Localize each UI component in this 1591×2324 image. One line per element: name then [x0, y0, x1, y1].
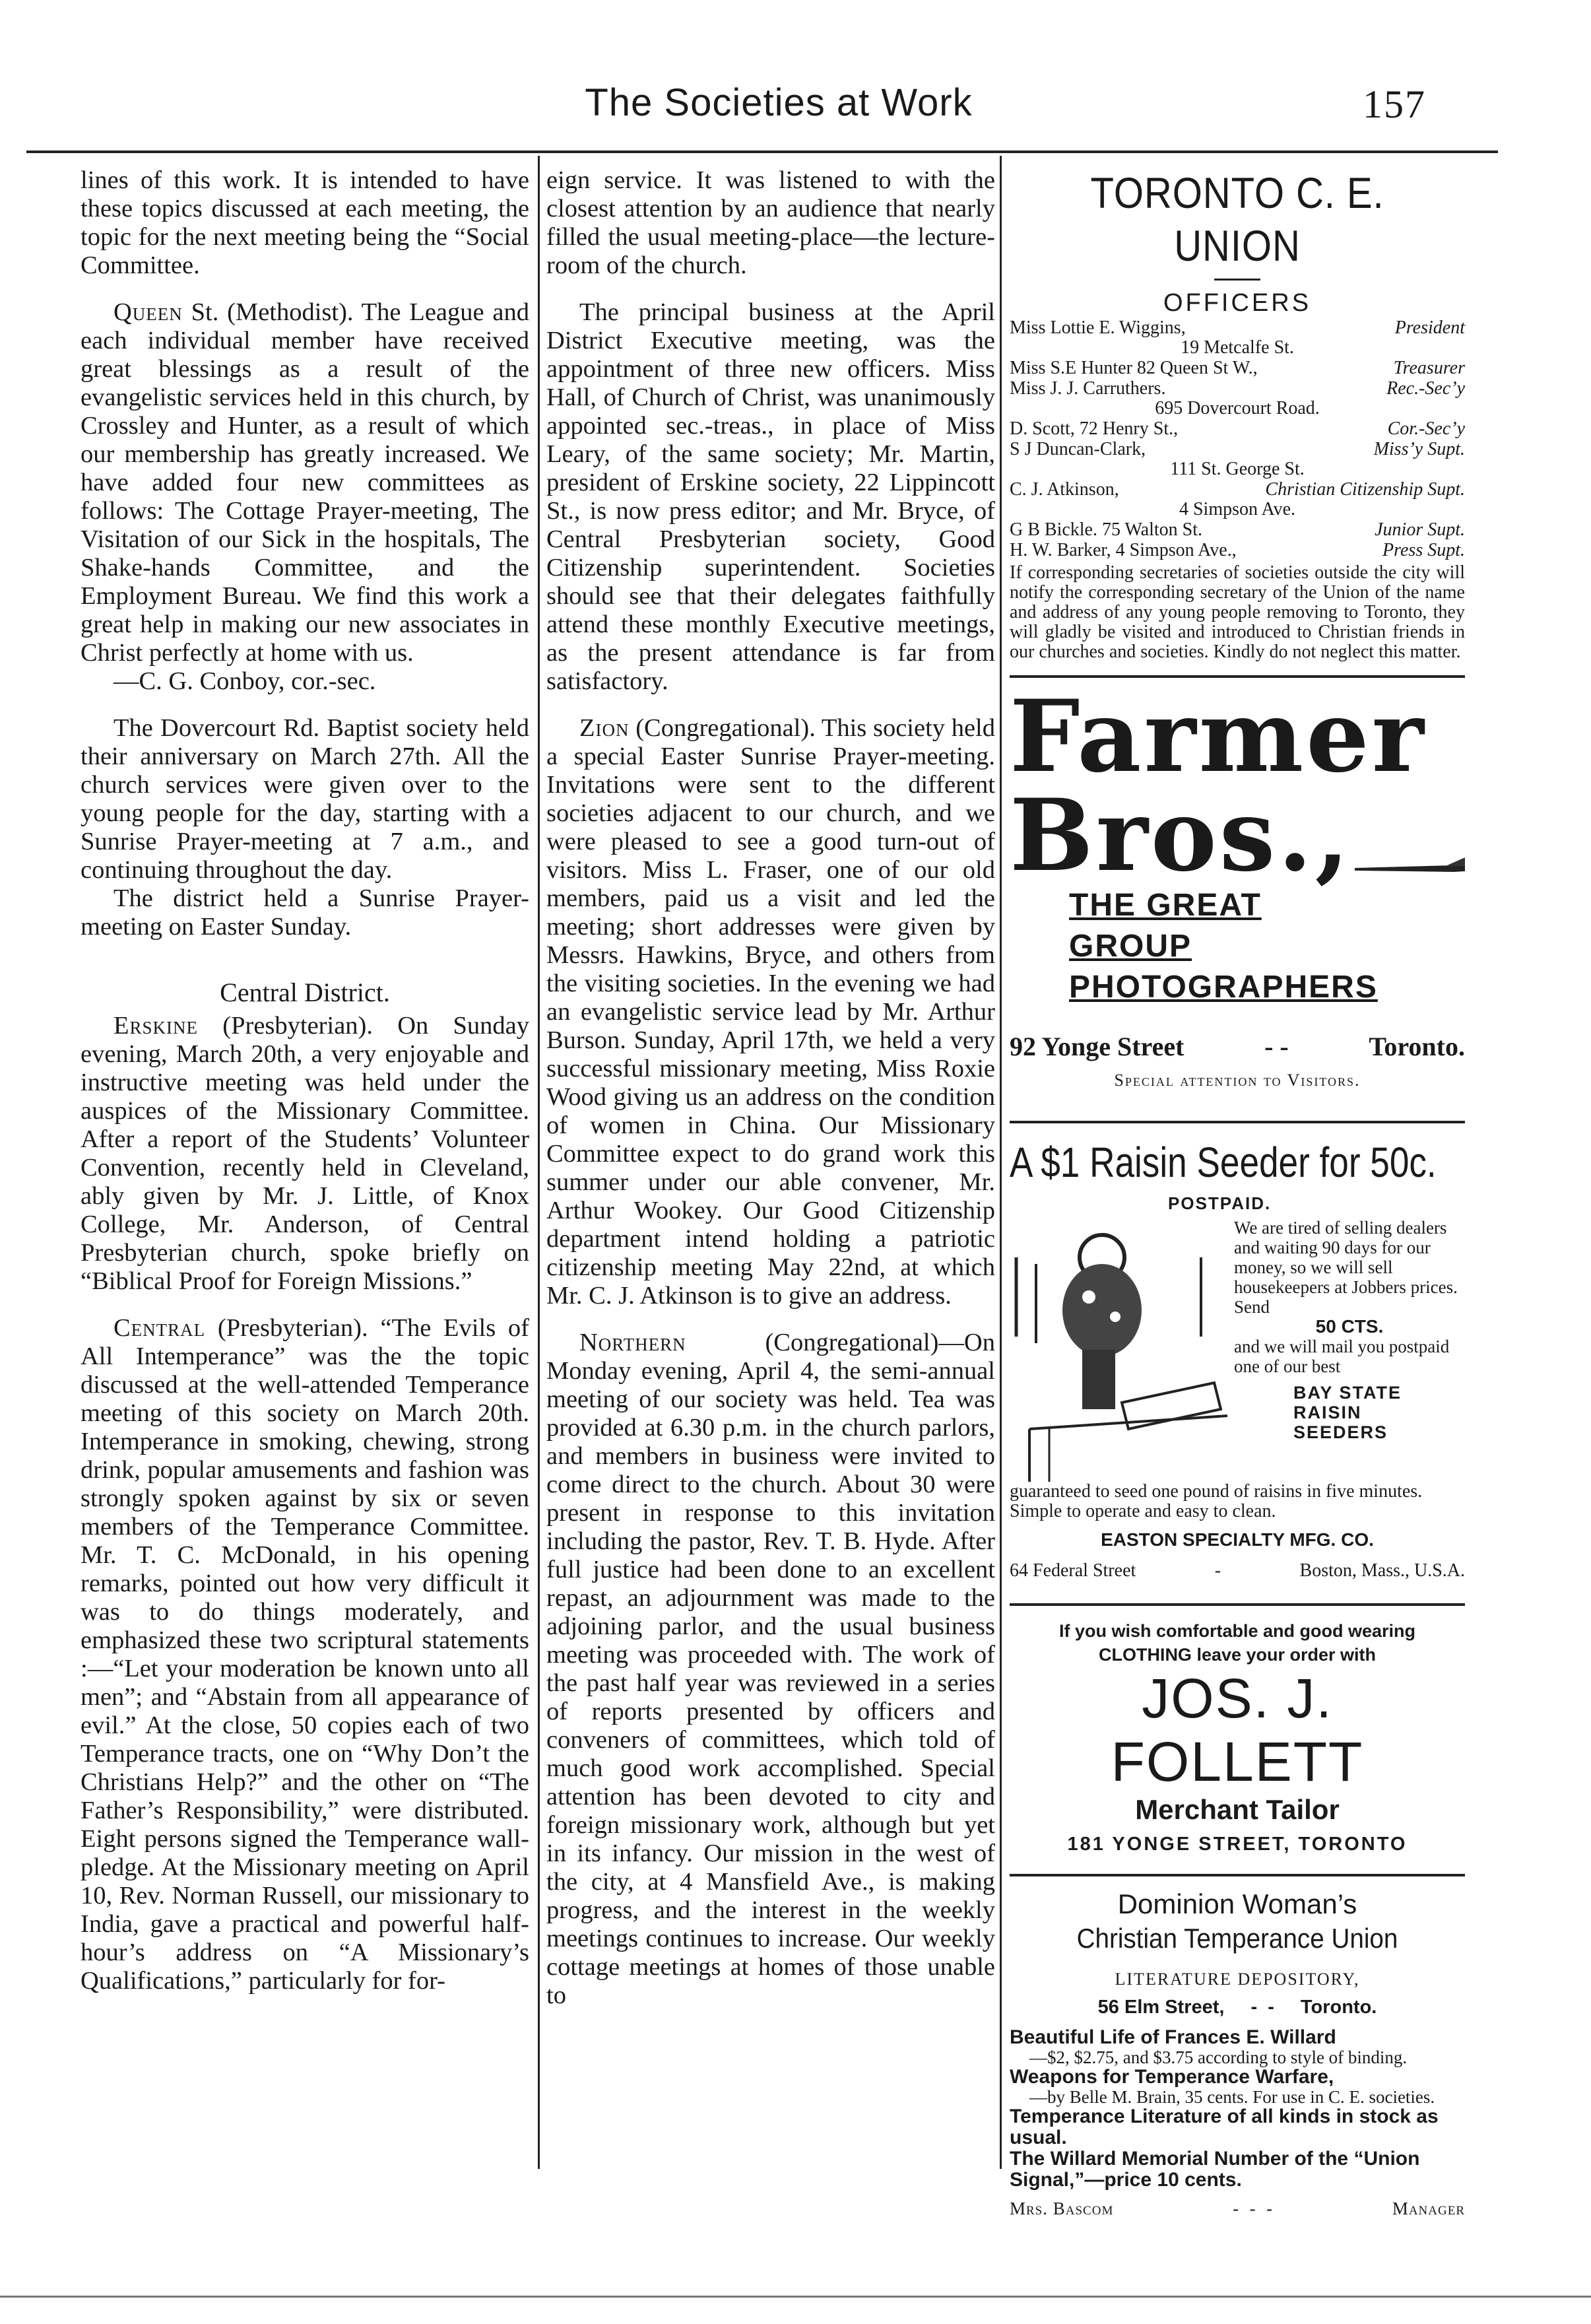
officer-row — [1010, 317, 1465, 338]
wctu-item-title: The Willard Memorial Number of the “Union Signal,”—price 10 cents. — [1010, 2148, 1420, 2191]
officer-address: 111 St. George St. — [1170, 459, 1305, 479]
follett-intro-1: If you wish comfortable and good wearing — [1058, 1621, 1416, 1641]
officer-address: 695 Dovercourt Road. — [1155, 398, 1320, 418]
officer-row — [1010, 378, 1465, 399]
officer-role: Rec.-Sec’y — [1386, 378, 1465, 399]
wctu-depot: LITERATURE DEPOSITORY, — [1115, 1970, 1360, 1989]
officer-row — [1010, 358, 1465, 378]
running-header: The Societies at Work — [585, 81, 973, 124]
officer-row — [1010, 540, 1465, 560]
follett-name: JOS. J. FOLLETT — [1111, 1667, 1364, 1793]
officer-name: Miss Lottie E. Wiggins, — [1010, 317, 1186, 338]
seeder-address-row — [1010, 1556, 1465, 1585]
officer-row — [1010, 439, 1465, 459]
wctu-footer — [1010, 2195, 1465, 2223]
advertisement-column — [1010, 166, 1465, 2223]
column-divider-1 — [538, 156, 540, 2169]
paragraph-text: (Presbyterian). On Sunday evening, March 20th, a very enjoyable and instructive meeting was held under the auspices of the Missionary Committee. After a report of the Students’ Volunteer Convention, recently held in Cleveland, ably given by Mr. J. Little, of Knox College, Mr. Anderson, of Central Presbyterian church, spoke briefly on “Biblical Proof for Foreign Missions.” — [81, 1012, 529, 1295]
union-title: TORONTO C. E. UNION — [1090, 168, 1384, 270]
society-name: Northern — [579, 1329, 686, 1356]
paragraph-central — [81, 1314, 529, 1995]
officers-heading: OFFICERS — [1163, 289, 1312, 317]
seeder-company: EASTON SPECIALTY MFG. CO. — [1101, 1529, 1374, 1550]
wctu-address-row — [1010, 1993, 1465, 2022]
seeder-postpaid: POSTPAID. — [1168, 1193, 1272, 1213]
divider — [1010, 1603, 1465, 1606]
seeder-dash: - — [1214, 1560, 1221, 1581]
seeder-city: Boston, Mass., U.S.A. — [1299, 1560, 1465, 1581]
divider — [1010, 675, 1465, 678]
article-column-1 — [81, 166, 529, 1995]
flourish-icon — [1355, 846, 1465, 872]
raisin-seeder-illustration-icon — [1010, 1218, 1227, 1482]
wctu-item-desc: —by Belle M. Brain, 35 cents. For use in C. E. societies. — [1029, 2087, 1435, 2107]
seeder-title: A $1 Raisin Seeder for 50c. — [1010, 1139, 1437, 1186]
tagline-2: GROUP — [1069, 929, 1192, 964]
paragraph-queen-st — [81, 298, 529, 667]
wctu-title-1: Dominion Woman’s — [1117, 1888, 1357, 1919]
wctu-item-title: Weapons for Temperance Warfare, — [1010, 2066, 1334, 2088]
wctu-footer-dashes: - - - — [1233, 2199, 1274, 2218]
officer-role: Christian Citizenship Supt. — [1265, 479, 1465, 500]
farmer-address-row — [1010, 1030, 1465, 1063]
signature: —C. G. Conboy, cor.-sec. — [114, 667, 376, 695]
officer-name: Miss S.E Hunter 82 Queen St W., — [1010, 358, 1258, 378]
paragraph-text: St. (Methodist). The League and each individual member have received great blessings as a result of the evangelistic services held in this church, by Crossley and Hunter, as a result of which our membership has greatly increased. We have added four new committees as follows: The Cottage Prayer-meeting, The Visitation of our Sick in the hospitals, The Shake-hands Committee, and the Employment Bureau. We find this work a great help in making our new associates in Christ perfectly at home with us. — [81, 298, 529, 667]
paragraph-text: (Presbyterian). “The Evils of All Intemperance” was the the topic discussed at the well-attended Temperance meeting of this society on March 20th. Intemperance in smoking, chewing, strong drink, popular amusements and fashion was strongly spoken against by six or seven members of the Temperance Committee. Mr. T. C. McDonald, in his opening remarks, pointed out how very difficult it was to do things moderately, and emphasized these two scriptural statements :—“Let your moderation be known unto all men”; and “Abstain from all appearance of evil.” At the close, 50 copies each of two Temperance tracts, one on “Why Don’t the Christians Help?” and the other on “The Father’s Responsibility,” were distributed. Eight persons signed the Temperance wall-pledge. At the Missionary meeting on April 10, Rev. Norman Russell, our missionary to India, gave a practical and powerful half-hour’s address on “A Missionary’s Qualifications,” particularly for for- — [81, 1314, 529, 1995]
seeder-price: 50 CTS. — [1315, 1316, 1384, 1337]
officer-name: C. J. Atkinson, — [1010, 479, 1119, 500]
wctu-item-desc: —$2, $2.75, and $3.75 according to style of binding. — [1029, 2047, 1408, 2067]
wctu-item-title: Beautiful Life of Frances E. Willard — [1010, 2026, 1336, 2048]
farmer-bros-ad — [1010, 679, 1465, 1094]
officer-name: D. Scott, 72 Henry St., — [1010, 418, 1179, 439]
society-name: Zion — [579, 714, 630, 742]
seeder-body — [1010, 1218, 1465, 1482]
page-number: 157 — [1363, 83, 1426, 126]
paragraph-executive: The principal business at the April District Executive meeting, was the appointment of three new officers. Miss Hall, of Church of Christ, was unanimously appointed sec.-treas., in place of Miss Leary, of the same society; Mr. Martin, president of Erskine society, 22 Lippincott St., is now press editor; and Mr. Bryce, of Central Presbyterian society, Good Citizenship superintendent. Societies should see that their delegates faithfully attend these monthly Executive meetings, as the present attendance is far from satisfactory. — [546, 298, 995, 695]
wctu-ad — [1010, 1887, 1465, 2223]
paragraph-text: (Congregational). This society held a special Easter Sunrise Prayer-meeting. Invitations were sent to the different societies adjacent to our church, and we were pleased to see a good turn-out of visitors. Miss L. Fraser, one of our old members, paid us a visit and led the meeting; short addresses were given by Messrs. Hawkins, Bryce, and others from the visiting societies. In the evening we had an evangelistic service lead by Mr. Arthur Burson. Sunday, April 17th, we held a very successful missionary meeting, Miss Roxie Wood giving us an address on the condition of women in China. Our Missionary Committee expect to do grand work this summer under our able convener, Mr. Arthur Wookey. Our Good Citizenship department intend holding a patriotic citizenship meeting May 22nd, at which Mr. C. J. Atkinson is to give an address. — [546, 714, 995, 1310]
officer-row — [1010, 479, 1465, 500]
wctu-dashes: - - — [1250, 1997, 1274, 2018]
officer-name: Miss J. J. Carruthers. — [1010, 378, 1166, 399]
farmer-bros-name-line2: Bros., — [1010, 778, 1352, 894]
officer-role: Treasurer — [1393, 358, 1465, 378]
seeder-copy — [1227, 1218, 1465, 1482]
follett-intro-2: CLOTHING leave your order with — [1098, 1645, 1377, 1665]
follett-trade: Merchant Tailor — [1135, 1794, 1340, 1825]
officer-row — [1010, 519, 1465, 540]
officer-role: Miss’y Supt. — [1373, 439, 1465, 459]
officers-list — [1010, 317, 1465, 560]
officer-name: G B Bickle. 75 Walton St. — [1010, 519, 1203, 540]
seeder-text: We are tired of selling dealers and waiting 90 days for our money, so we will sell housekeepers at Jobbers prices. Send — [1234, 1218, 1458, 1317]
header-rule — [26, 150, 1498, 153]
paragraph: lines of this work. It is intended to have these topics discussed at each meeting, the topic for the next meeting being the “Social Committee. — [81, 166, 529, 279]
tagline-3: PHOTOGRAPHERS — [1069, 970, 1378, 1005]
bottom-edge-rule — [0, 2296, 1591, 2298]
column-divider-2 — [1000, 156, 1002, 2169]
title-underline — [1214, 279, 1260, 281]
section-heading: Central District. — [220, 978, 390, 1007]
officer-role: Junior Supt. — [1375, 519, 1465, 540]
toronto-ce-union-box — [1010, 166, 1465, 662]
wctu-items — [1010, 2027, 1465, 2191]
officer-name: H. W. Barker, 4 Simpson Ave., — [1010, 540, 1237, 560]
wctu-item-title: Temperance Literature of all kinds in stock as usual. — [1010, 2106, 1439, 2148]
officer-role: Press Supt. — [1382, 540, 1465, 560]
farmer-dashes: - - — [1264, 1032, 1289, 1061]
paragraph-erskine — [81, 1012, 529, 1296]
wctu-address: 56 Elm Street, — [1097, 1997, 1225, 2018]
follett-ad — [1010, 1619, 1465, 1862]
divider — [1010, 1874, 1465, 1876]
society-name: Queen — [114, 298, 183, 326]
seeder-product: BAY STATE RAISIN SEEDERS — [1293, 1383, 1402, 1442]
raisin-seeder-ad — [1010, 1135, 1465, 1585]
farmer-bros-name-line1: Farmer — [1010, 679, 1427, 795]
divider — [1010, 1121, 1465, 1123]
officer-row — [1010, 418, 1465, 439]
wctu-footer-left: Mrs. Bascom — [1010, 2199, 1114, 2218]
paragraph-sunrise: The district held a Sunrise Prayer-meeting on Easter Sunday. — [81, 884, 529, 941]
wctu-footer-right: Manager — [1392, 2199, 1465, 2218]
seeder-street: 64 Federal Street — [1010, 1560, 1136, 1581]
society-name: Central — [114, 1314, 206, 1342]
paragraph-northern — [546, 1329, 995, 2010]
paragraph-zion — [546, 714, 995, 1310]
seeder-text-2: and we will mail you postpaid one of our best — [1234, 1337, 1450, 1376]
officer-address: 19 Metcalfe St. — [1181, 337, 1294, 358]
farmer-special: Special attention to Visitors. — [1114, 1071, 1361, 1090]
follett-address: 181 YONGE STREET, TORONTO — [1067, 1834, 1408, 1855]
paragraph-dovercourt: The Dovercourt Rd. Baptist society held their anniversary on March 27th. All the church services were given over to the young people for the day, starting with a Sunrise Prayer-meeting at 7 a.m., and continuing throughout the day. — [81, 714, 529, 884]
officer-role: President — [1394, 317, 1465, 338]
tagline-1: THE GREAT — [1069, 888, 1262, 923]
article-column-2 — [546, 166, 995, 2010]
union-note: If corresponding secretaries of societies outside the city will notify the corresponding secretary of the Union of the name and address of any young people removing to Toronto, they will gladly be visited and introduced to Christian friends in our churches and societies. Kindly do not neglect this matter. — [1010, 562, 1465, 662]
paragraph-text: (Congregational)—On Monday evening, April 4, the semi-annual meeting of our society was held. Tea was provided at 6.30 p.m. in the church parlors, and members in business were invited to come direct to the church. About 30 were present in response to this invitation including the pastor, Rev. T. B. Hyde. After full justice had been done to an excellent repast, an adjournment was made to the adjoining parlor, and the usual business meeting was proceeded with. The work of the past half year was reviewed in a series of reports presented by officers and conveners of committees, which told of much good work accomplished. Special attention has been devoted to city and foreign missionary work, although but yet in its infancy. Our mission in the west of the city, at 4 Mansfield Ave., is making progress, and the interest in the weekly meetings continues to increase. Our weekly cottage meetings at homes of those unable to — [546, 1329, 995, 2009]
officer-role: Cor.-Sec’y — [1387, 418, 1465, 439]
officer-name: S J Duncan-Clark, — [1010, 439, 1146, 459]
wctu-city: Toronto. — [1300, 1997, 1377, 2018]
paragraph: eign service. It was listened to with the closest attention by an audience that nearly filled the usual meeting-place—the lecture-room of the church. — [546, 166, 995, 279]
farmer-address: 92 Yonge Street — [1010, 1032, 1185, 1061]
society-name: Erskine — [114, 1012, 199, 1040]
farmer-bros-line2-row — [1010, 778, 1465, 894]
officer-address: 4 Simpson Ave. — [1179, 499, 1296, 519]
wctu-title-2: Christian Temperance Union — [1076, 1923, 1398, 1954]
farmer-city: Toronto. — [1369, 1032, 1465, 1061]
seeder-desc: guaranteed to seed one pound of raisins in five minutes. Simple to operate and easy to clean. — [1010, 1481, 1423, 1521]
